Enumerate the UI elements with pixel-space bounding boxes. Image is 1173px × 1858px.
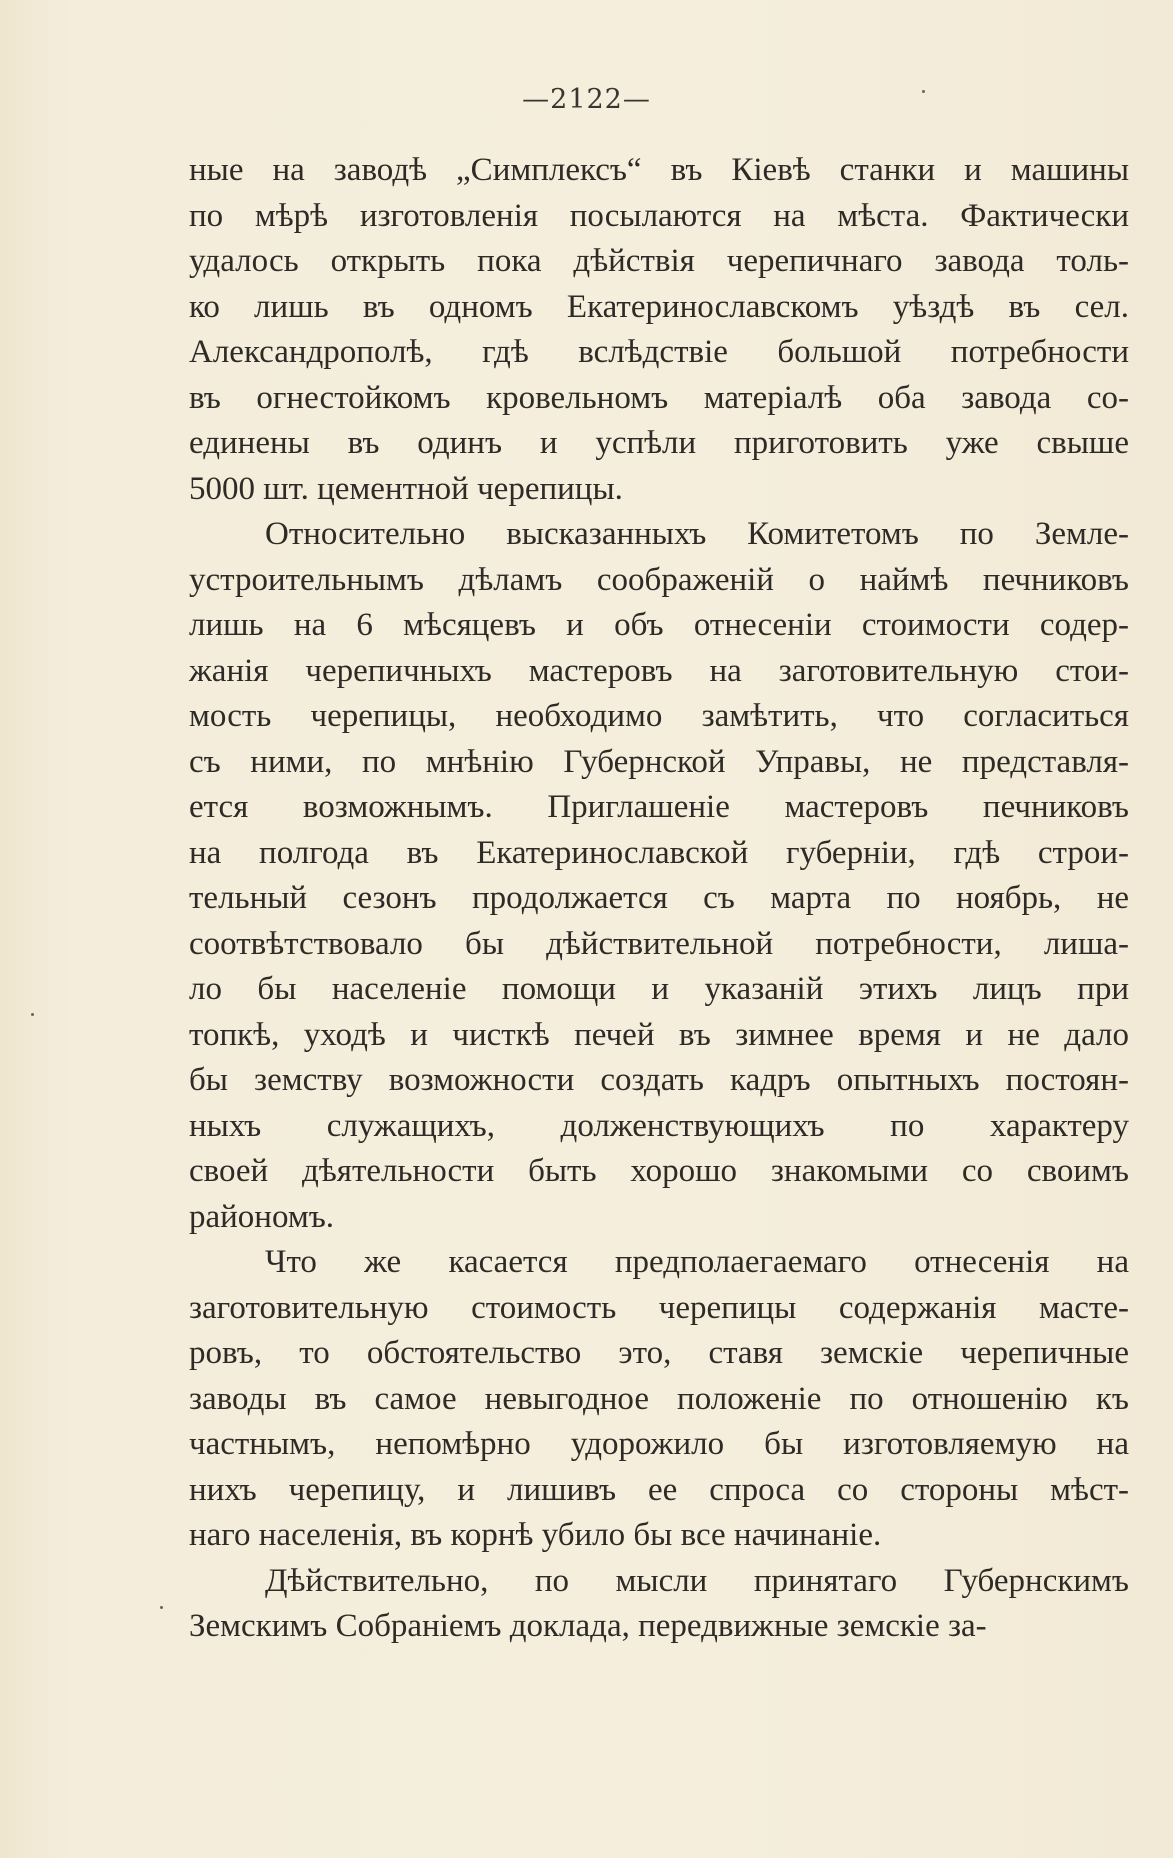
text-line: заводы въ самое невыгодное положеніе по отношенію къ [189,1380,1129,1417]
text-line: Относительно высказанныхъ Комитетомъ по Земле- [265,516,1129,552]
paragraph [189,1559,1129,1650]
print-speck [31,1013,34,1016]
text-line: райономъ. [189,1198,335,1235]
text-line: единены въ одинъ и успѣли приготовить уже свыше [189,425,1129,461]
text-line: нихъ черепицу, и лишивъ ее спроса со стороны мѣст- [189,1471,1129,1508]
text-line: Земскимъ Собраніемъ доклада, передвижные земскіе за- [189,1608,987,1644]
text-line: соотвѣтствовало бы дѣйствительной потребности, лиша- [189,925,1129,962]
text-line: ко лишь въ одномъ Екатеринославскомъ уѣздѣ въ сел. [189,288,1129,325]
paragraph [189,512,1129,1240]
text-line: заготовительную стоимость черепицы содержанія масте- [189,1289,1129,1326]
text-line: Дѣйствительно, по мысли принятаго Губернскимъ [265,1562,1129,1599]
text-line: Александрополѣ, гдѣ вслѣдствіе большой потребности [189,334,1129,370]
text-line: тельный сезонъ продолжается съ марта по ноябрь, не [189,880,1129,916]
body-text [189,148,1129,1650]
text-line: жанія черепичныхъ мастеровъ на заготовительную стои- [189,652,1129,689]
print-speck [160,1606,163,1609]
paragraph [189,148,1129,512]
text-line: ло бы населеніе помощи и указаній этихъ лицъ при [189,971,1129,1007]
text-line: наго населенія, въ корнѣ убило бы все начинаніе. [189,1517,882,1553]
text-line: мость черепицы, необходимо замѣтить, что согласиться [189,698,1129,734]
text-line: Что же касается предполаегаемаго отнесенія на [265,1244,1129,1280]
paragraph [189,1240,1129,1559]
page-number: —2122— [522,84,651,115]
text-line: лишь на 6 мѣсяцевъ и объ отнесеніи стоимости содер- [189,607,1129,643]
text-line: устроительнымъ дѣламъ соображеній о наймѣ печниковъ [189,561,1129,598]
text-line: бы земству возможности создать кадръ опытныхъ постоян- [189,1062,1129,1098]
print-speck [922,90,925,93]
text-line: 5000 шт. цементной черепицы. [189,470,623,507]
text-line: топкѣ, уходѣ и чисткѣ печей въ зимнее время и не дало [189,1016,1129,1053]
text-line: по мѣрѣ изготовленія посылаются на мѣста. Фактически [189,197,1129,234]
text-line: съ ними, по мнѣнію Губернской Управы, не представля- [189,743,1129,780]
text-line: удалось открыть пока дѣйствія черепичнаго завода толь- [189,243,1129,279]
text-line: въ огнестойкомъ кровельномъ матеріалѣ оба завода со- [189,379,1129,416]
text-line: ровъ, то обстоятельство это, ставя земскіе черепичные [189,1335,1129,1371]
text-line: ные на заводѣ „Симплексъ“ въ Кіевѣ станки и машины [189,152,1129,188]
text-line: частнымъ, непомѣрно удорожило бы изготовляемую на [189,1426,1129,1462]
text-line: ныхъ служащихъ, долженствующихъ по характеру [189,1107,1129,1144]
text-line: ется возможнымъ. Приглашеніе мастеровъ печниковъ [189,789,1129,825]
text-line: своей дѣятельности быть хорошо знакомыми со своимъ [189,1153,1129,1189]
text-line: на полгода въ Екатеринославской губерніи, гдѣ строи- [189,834,1129,871]
